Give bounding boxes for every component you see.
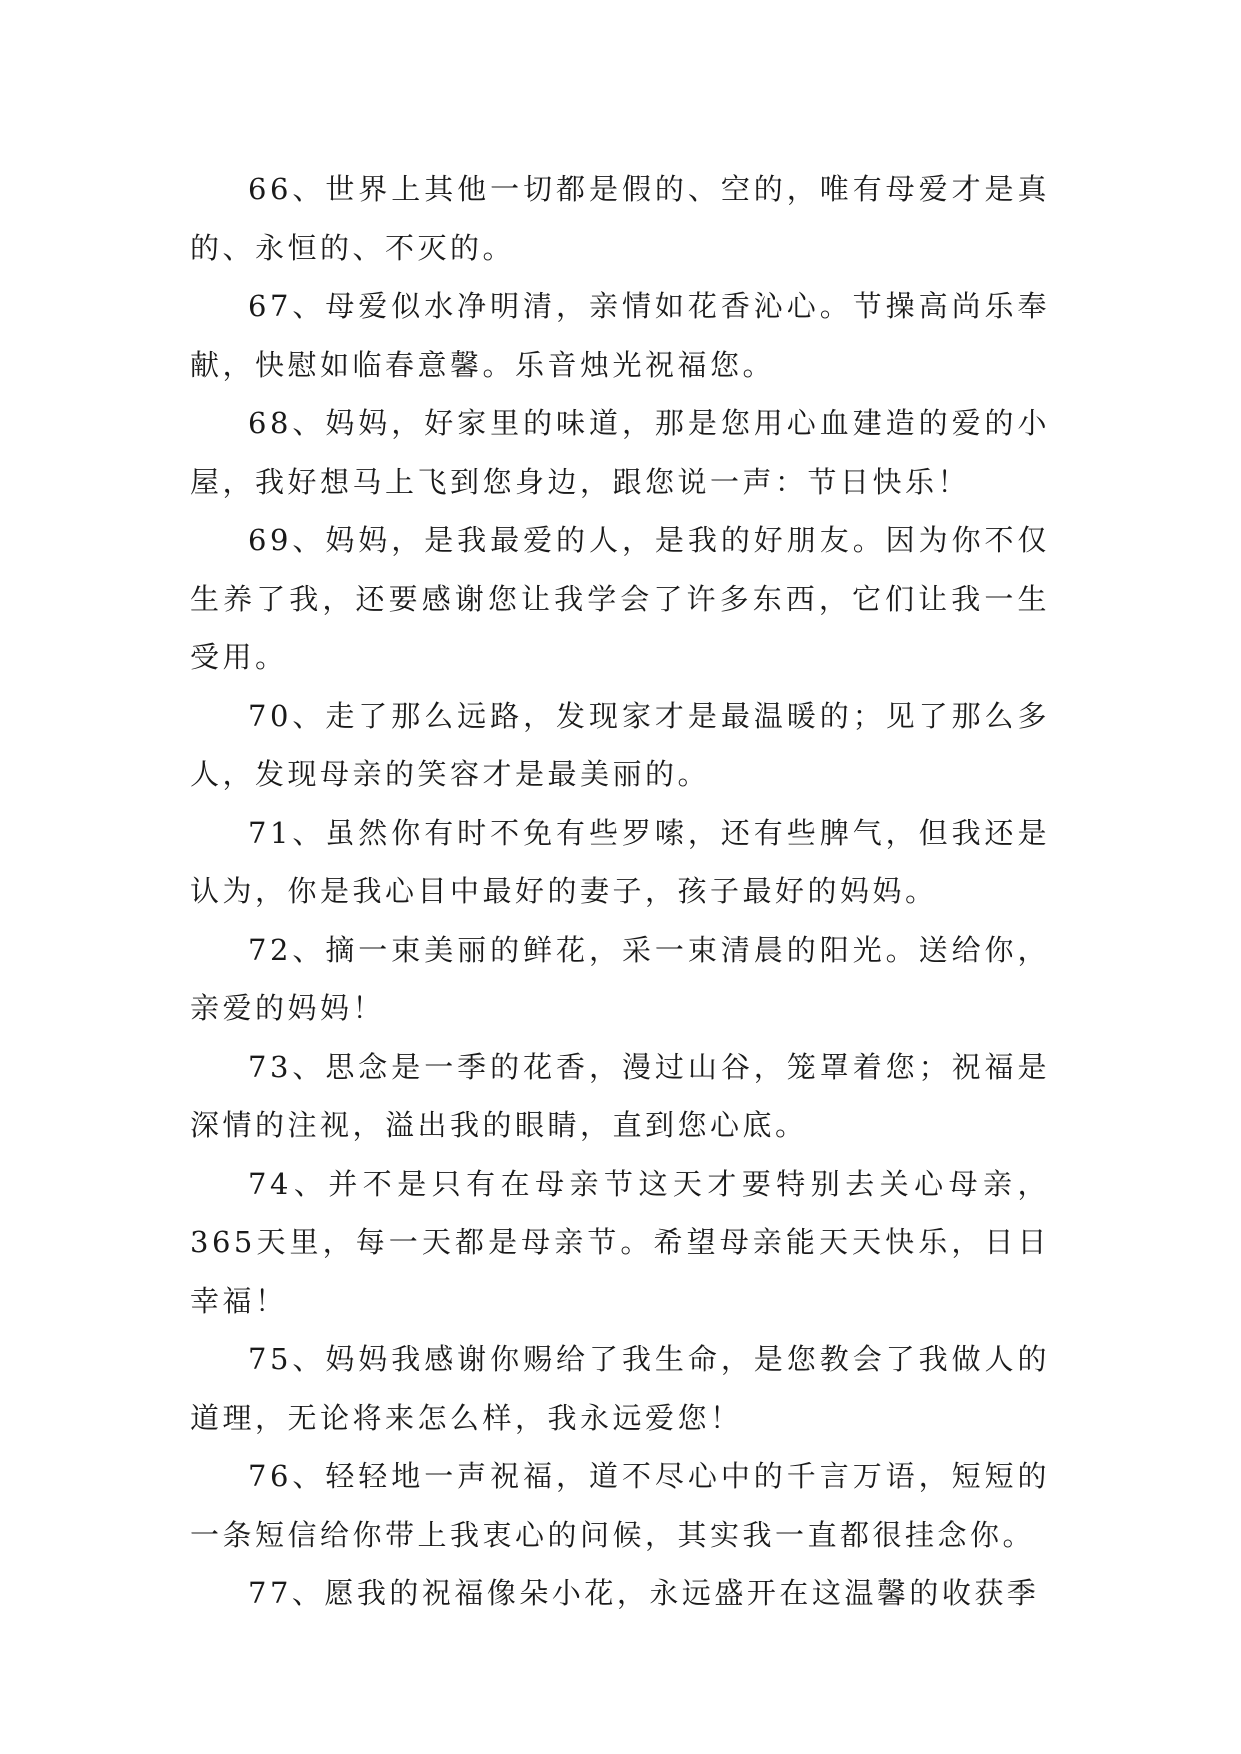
paragraph-77: 77、愿我的祝福像朵小花，永远盛开在这温馨的收获季 <box>248 1576 1040 1610</box>
paragraph-72: 72、摘一束美丽的鲜花，采一束清晨的阳光。送给你，亲爱的妈妈！ <box>190 932 1050 1025</box>
paragraph-73: 73、思念是一季的花香，漫过山谷，笼罩着您；祝福是深情的注视，溢出我的眼睛，直到您心底。 <box>190 1049 1050 1142</box>
paragraph-76: 76、轻轻地一声祝福，道不尽心中的千言万语，短短的一条短信给你带上我衷心的问候，其实我一直都很挂念你。 <box>190 1459 1050 1552</box>
paragraph-69: 69、妈妈，是我最爱的人，是我的好朋友。因为你不仅生养了我，还要感谢您让我学会了许多东西，它们让我一生受用。 <box>190 523 1050 674</box>
document-page <box>190 160 1050 1623</box>
paragraph-67: 67、母爱似水净明清，亲情如花香沁心。节操高尚乐奉献，快慰如临春意馨。乐音烛光祝福您。 <box>190 289 1050 382</box>
paragraph-71: 71、虽然你有时不免有些罗嗦，还有些脾气，但我还是认为，你是我心目中最好的妻子，孩子最好的妈妈。 <box>190 815 1050 908</box>
paragraph-74: 74、并不是只有在母亲节这天才要特别去关心母亲，365天里，每一天都是母亲节。希望母亲能天天快乐，日日幸福！ <box>190 1166 1050 1318</box>
paragraph-66: 66、世界上其他一切都是假的、空的，唯有母爱才是真的、永恒的、不灭的。 <box>190 172 1050 265</box>
paragraph-70: 70、走了那么远路，发现家才是最温暖的；见了那么多人，发现母亲的笑容才是最美丽的。 <box>190 698 1050 791</box>
paragraph-75: 75、妈妈我感谢你赐给了我生命，是您教会了我做人的道理，无论将来怎么样，我永远爱您！ <box>190 1342 1050 1435</box>
paragraph-68: 68、妈妈，好家里的味道，那是您用心血建造的爱的小屋，我好想马上飞到您身边，跟您说一声：节日快乐！ <box>190 406 1050 499</box>
